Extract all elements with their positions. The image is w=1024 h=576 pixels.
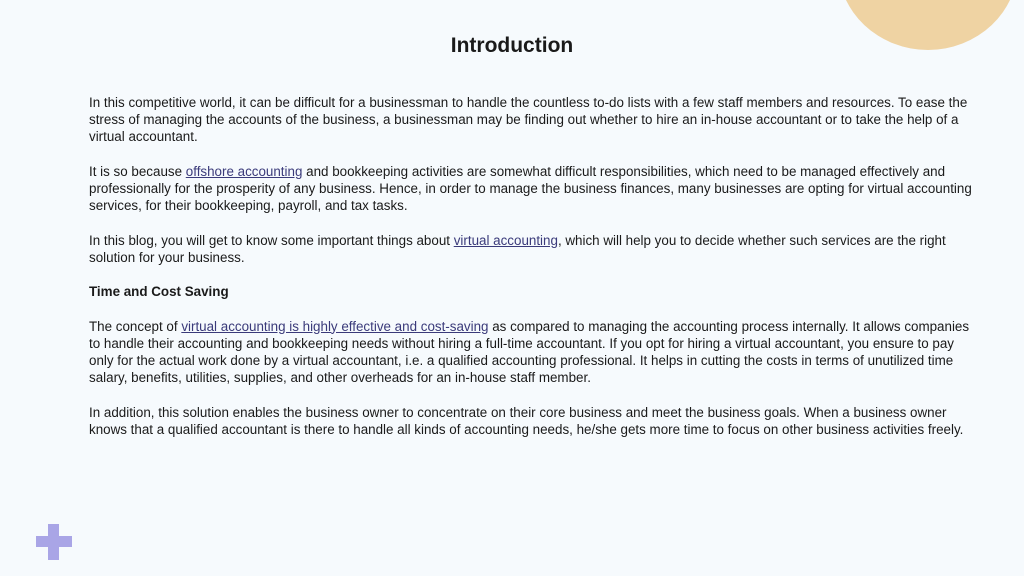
section-heading: Time and Cost Saving <box>89 284 229 300</box>
page-title: Introduction <box>450 34 574 57</box>
paragraph-blog <box>89 232 979 266</box>
virtual-accounting-link[interactable]: virtual accounting <box>453 232 558 248</box>
plus-icon <box>36 524 72 560</box>
paragraph-offshore <box>89 163 979 215</box>
offshore-accounting-link[interactable]: offshore accounting <box>185 163 303 179</box>
paragraph-text: as compared to managing the accounting process internally. It allows companies to handle their accounting and bookkeeping needs without hiring a full-time accountant. If you opt for hiring a virtual accountant, you ensure to pay only for the actual work done by a virtual accountant, i.e. a qualified accounting professional. It helps in cutting the costs in terms of unutilized time salary, benefits, utilities, supplies, and other overheads for an in-house staff member. <box>89 318 970 386</box>
paragraph-intro: In this competitive world, it can be difficult for a businessman to handle the countless to-do lists with a few staff members and resources. To ease the stress of managing the accounts of the business, a businessman may be finding out whether to hire an in-house accountant or to take the help of a virtual accountant. <box>89 95 968 145</box>
plus-icon-vertical <box>48 524 59 560</box>
paragraph-concept <box>89 318 979 387</box>
paragraph-text: The concept of <box>89 318 182 334</box>
paragraph-text: , which will help you to decide whether such services are the right solution for your business. <box>89 232 946 265</box>
paragraph-addition: In addition, this solution enables the business owner to concentrate on their core business and meet the business goals. When a business owner knows that a qualified accountant is there to handle all kinds of accounting needs, he/she gets more time to focus on other business activities freely. <box>89 404 964 437</box>
document-body <box>89 94 979 455</box>
paragraph-text: It is so because <box>89 163 186 179</box>
paragraph-text: and bookkeeping activities are somewhat difficult responsibilities, which need to be managed effectively and professionally for the prosperity of any business. Hence, in order to manage the business finances, many businesses are opting for virtual accounting services, for their bookkeeping, payroll, and tax tasks. <box>89 163 972 214</box>
cost-saving-link[interactable]: virtual accounting is highly effective and cost-saving <box>181 318 489 334</box>
paragraph-text: In this blog, you will get to know some important things about <box>89 232 454 248</box>
